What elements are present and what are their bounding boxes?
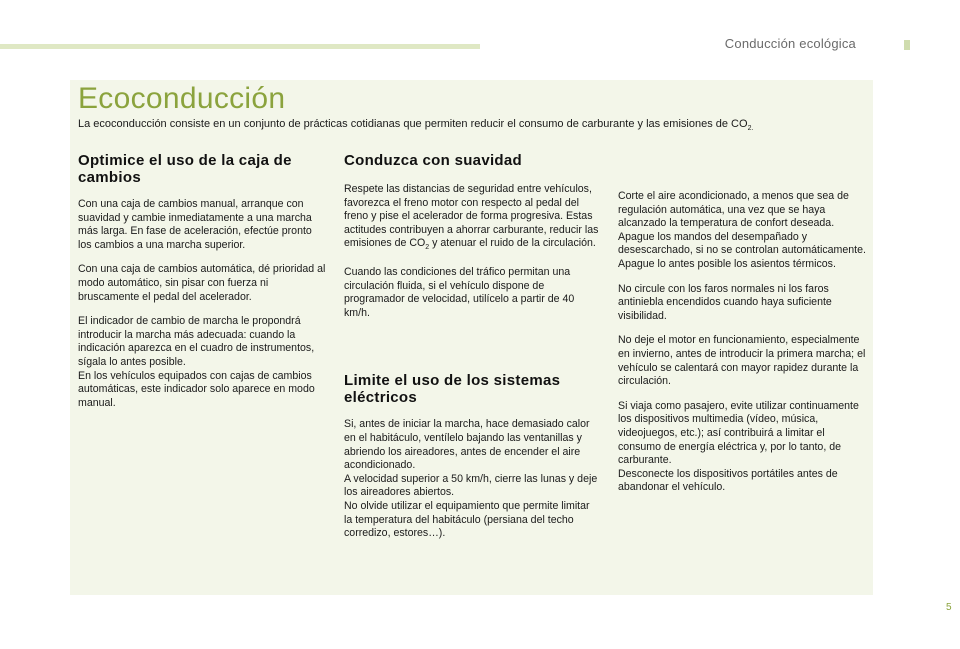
- safety-distances-text: Respete las distancias de seguridad entre vehículos, favorezca el freno motor con respecto al pedal del freno y pise el acelerador de forma progresiva. Estas actitudes contribuyen a ahorrar carburante, reducir las emisiones de CO: [344, 183, 599, 250]
- header-accent-bar: [0, 44, 480, 49]
- paragraph-engine-idle: No deje el motor en funcionamiento, especialmente en invierno, antes de introducir la primera marcha; el vehículo se calentará con mayor rapidez durante la circulación.: [618, 334, 866, 388]
- paragraph-safety-distances: [344, 183, 600, 255]
- paragraph-manual-gearbox: Con una caja de cambios manual, arranque con suavidad y cambie inmediatamente a una marcha más larga. En fase de aceleración, efectúe pronto los cambios a una marcha superior.: [78, 198, 312, 251]
- column-gearbox: [78, 152, 328, 421]
- air-conditioning-text-3: Apague lo antes posible los asientos térmicos.: [618, 257, 836, 270]
- intro-text: [78, 118, 868, 132]
- multimedia-text-2: Desconecte los dispositivos portátiles antes de abandonar el vehículo.: [618, 467, 838, 494]
- heading-gearbox-line1: Optimice el uso de la caja de: [78, 152, 292, 169]
- paragraph-automatic-gearbox: Con una caja de cambios automática, dé prioridad al modo automático, sin pisar con fuerza ni bruscamente el pedal del acelerador.: [78, 263, 326, 303]
- paragraph-multimedia: [618, 400, 868, 495]
- heading-gearbox: [78, 152, 328, 186]
- heading-gearbox-line2: cambios: [78, 169, 141, 186]
- gear-indicator-note: En los vehículos equipados con cajas de cambios automáticas, este indicador solo aparece en modo manual.: [78, 369, 315, 409]
- page-number: 5: [946, 602, 952, 613]
- section-title: Conducción ecológica: [724, 36, 856, 51]
- column-electrical-tips: [618, 190, 868, 506]
- safety-distances-text-end: y atenuar el ruido de la circulación.: [429, 237, 596, 250]
- ventilation-text-2: A velocidad superior a 50 km/h, cierre las lunas y deje los aireadores abiertos.: [344, 472, 598, 499]
- air-conditioning-text-2: Apague los mandos del desempañado y desescarchado, si no se controlan automáticamente.: [618, 230, 866, 257]
- heading-electrical-line2: eléctricos: [344, 389, 418, 407]
- gear-indicator-text: El indicador de cambio de marcha le propondrá introducir la marcha más adecuada: cuando la indicación aparezca en el cuadro de instrumentos, sígala lo antes posible.: [78, 315, 315, 368]
- ventilation-text-3: No olvide utilizar el equipamiento que permite limitar la temperatura del habitáculo (persiana del techo corredizo, estores…).: [344, 500, 590, 540]
- paragraph-headlights: No circule con los faros normales ni los faros antiniebla encendidos cuando haya suficiente visibilidad.: [618, 282, 832, 322]
- multimedia-text-1: Si viaja como pasajero, evite utilizar continuamente los dispositivos multimedia (vídeo, música, videojuegos, etc.); así contribuirá a limitar el consumo de energía eléctrica y, por lo tanto, de carburante.: [618, 399, 859, 467]
- intro-text-subscript: 2.: [747, 125, 754, 133]
- paragraph-air-conditioning: [618, 190, 868, 272]
- intro-text-main: La ecoconducción consiste en un conjunto de prácticas cotidianas que permiten reducir el consumo de carburante y las emisiones de CO: [78, 118, 748, 130]
- section-marker: [904, 40, 910, 50]
- heading-electrical-systems: [344, 372, 600, 406]
- paragraph-cruise-control: Cuando las condiciones del tráfico permitan una circulación fluida, si el vehículo dispone de programador de velocidad, utilícelo a partir de 40 km/h.: [344, 266, 575, 319]
- column-smooth-driving: [344, 152, 600, 552]
- co2-subscript: 2: [425, 244, 430, 252]
- heading-smooth-driving: Conduzca con suavidad: [344, 152, 522, 169]
- ventilation-text-1: Si, antes de iniciar la marcha, hace demasiado calor en el habitáculo, ventílelo bajando las ventanillas y abriendo los aireadores, antes de encender el aire acondicionado.: [344, 418, 590, 472]
- paragraph-ventilation: [344, 418, 600, 540]
- page-title: Ecoconducción: [78, 82, 286, 115]
- air-conditioning-text-1: Corte el aire acondicionado, a menos que sea de regulación automática, una vez que se haya alcanzado la temperatura de confort deseada.: [618, 190, 849, 230]
- paragraph-gear-indicator: [78, 315, 328, 410]
- heading-electrical-line1: Limite el uso de los sistemas: [344, 372, 561, 390]
